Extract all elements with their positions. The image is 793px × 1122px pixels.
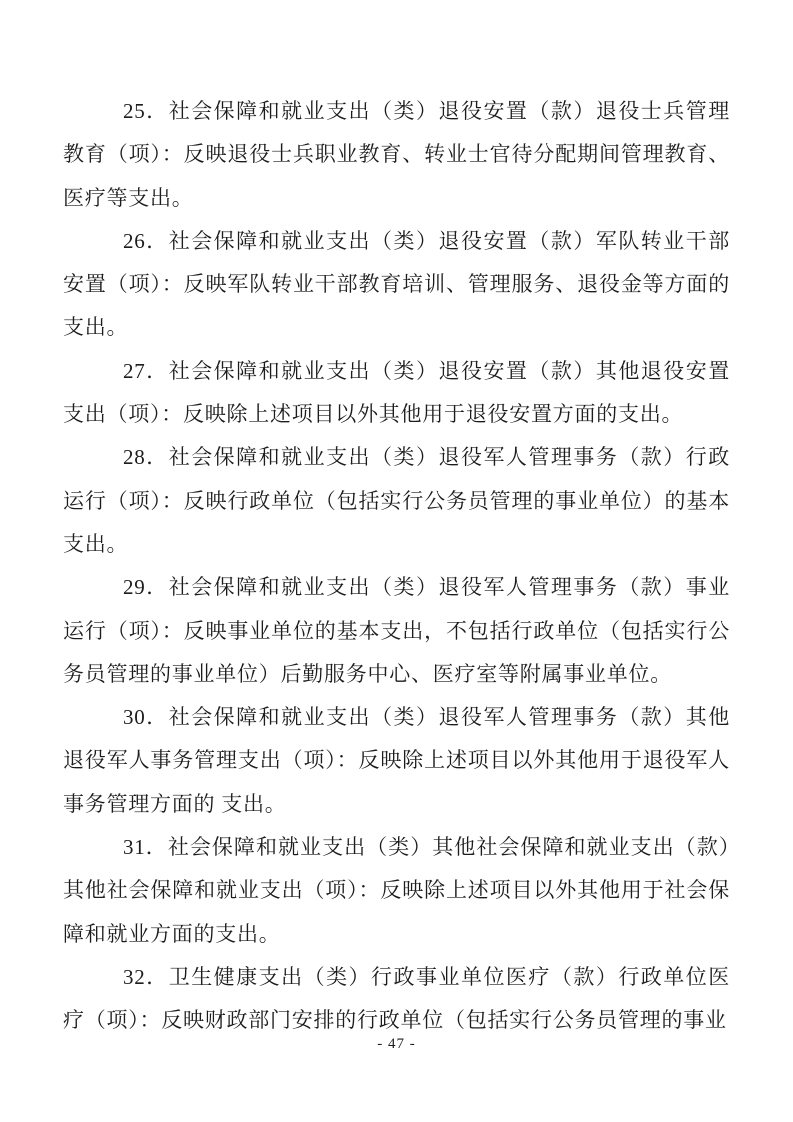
paragraph-26: 26．社会保障和就业支出（类）退役安置（款）军队转业干部安置（项）：反映军队转业干部教育培训、管理服务、退役金等方面的支出。 bbox=[63, 228, 730, 340]
paragraph-31: 31．社会保障和就业支出（类）其他社会保障和就业支出（款）其他社会保障和就业支出（项）：反映除上述项目以外其他用于社会保障和就业方面的支出。 bbox=[63, 835, 730, 946]
paragraph-25: 25．社会保障和就业支出（类）退役安置（款）退役士兵管理教育（项）：反映退役士兵职业教育、转业士官待分配期间管理教育、医疗等支出。 bbox=[63, 99, 730, 210]
paragraph-29: 29．社会保障和就业支出（类）退役军人管理事务（款）事业运行（项）：反映事业单位的基本支出，不包括行政单位（包括实行公务员管理的事业单位）后勤服务中心、医疗室等附属事业单位。 bbox=[63, 575, 730, 686]
paragraph-28: 28．社会保障和就业支出（类）退役军人管理事务（款）行政运行（项）：反映行政单位（包括实行公务员管理的事业单位）的基本支出。 bbox=[63, 445, 730, 556]
paragraph-27: 27．社会保障和就业支出（类）退役安置（款）其他退役安置支出（项）：反映除上述项目以外其他用于退役安置方面的支出。 bbox=[63, 358, 730, 427]
paragraph-30: 30．社会保障和就业支出（类）退役军人管理事务（款）其他退役军人事务管理支出（项）：反映除上述项目以外其他用于退役军人事务管理方面的 支出。 bbox=[63, 705, 730, 816]
page-number: - 47 - bbox=[377, 1036, 416, 1052]
document-body bbox=[63, 90, 730, 1043]
paragraph-32: 32．卫生健康支出（类）行政事业单位医疗（款）行政单位医疗（项）：反映财政部门安排的行政单位（包括实行公务员管理的事业 bbox=[63, 964, 730, 1033]
